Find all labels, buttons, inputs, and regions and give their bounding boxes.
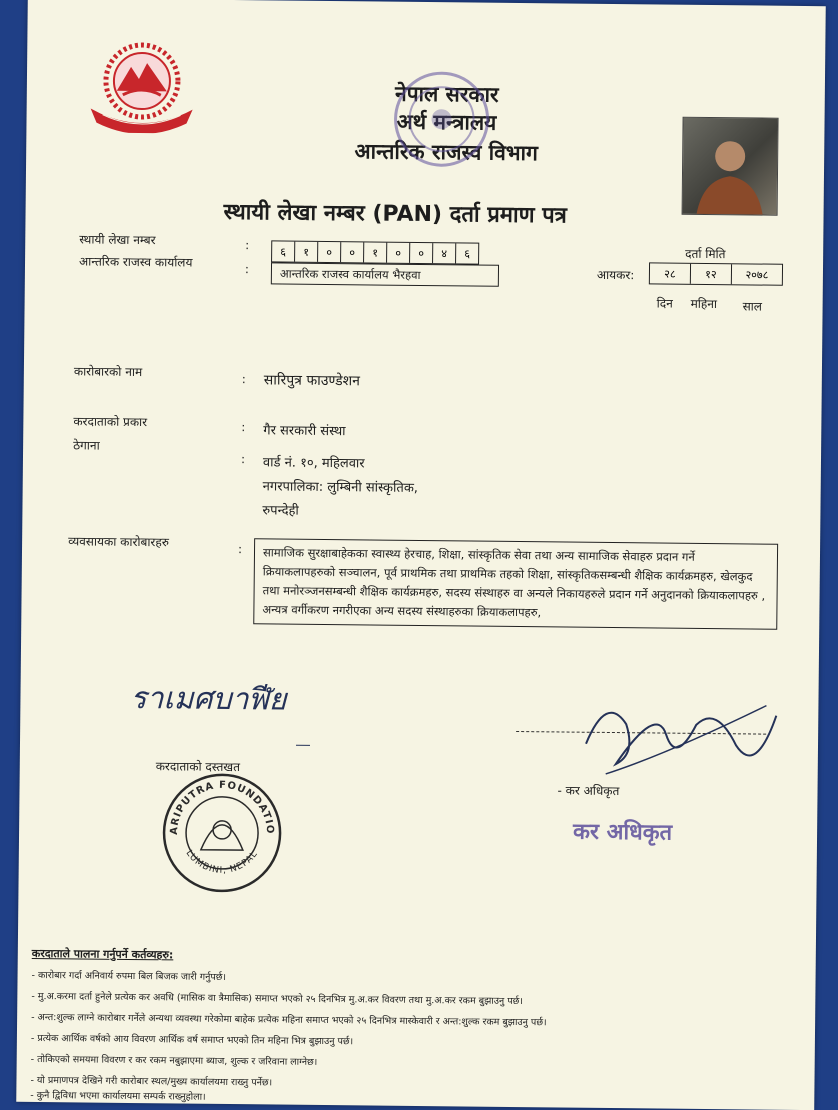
- pan-digit: ०: [341, 242, 364, 262]
- registration-date-prefix: आयकर:: [596, 267, 635, 283]
- pan-digit: ६: [464, 246, 471, 260]
- date-month: १२: [691, 264, 732, 284]
- business-name-colon: :: [241, 372, 246, 387]
- address-label: ठेगाना: [73, 438, 100, 453]
- registration-date-box: [649, 262, 783, 285]
- registration-date-label: दर्ता मिति: [685, 246, 726, 262]
- pan-digit: ६: [272, 241, 295, 261]
- taxpayer-type-value: गैर सरकारी संस्था: [263, 423, 346, 440]
- svg-text:LUMBINI, NEPAL: [183, 848, 260, 876]
- applicant-photo: [682, 117, 779, 216]
- business-name-label: कारोबारको नाम: [73, 364, 143, 380]
- duty-item: - तोकिएको समयमा विवरण र कर रकम नबुझाएमा ब्याज, शुल्क र जरिवाना लाग्नेछ।: [30, 1053, 318, 1068]
- office-label: आन्तरिक राजस्व कार्यालय: [78, 254, 193, 270]
- officer-stamp: कर अधिकृत: [572, 819, 673, 846]
- pan-digit: ०: [318, 242, 341, 262]
- date-year-label: साल: [742, 299, 763, 314]
- seal-bottom-text: LUMBINI, NEPAL: [183, 848, 261, 876]
- duties-heading: करदाताले पालना गर्नुपर्ने कर्तव्यहरु:: [31, 946, 174, 962]
- duty-item: - यो प्रमाणपत्र देखिने गरी कारोबार स्थल/मुख्य कार्यालयमा राख्नु पर्नेछ।: [30, 1074, 273, 1089]
- activities-label: व्यवसायका कारोबारहरु: [68, 534, 169, 550]
- certificate-paper: [16, 0, 826, 1110]
- department-stamp-icon: [386, 64, 497, 179]
- nepal-emblem-icon: [82, 32, 201, 137]
- activities-box: सामाजिक सुरक्षाबाहेकका स्वास्थ्य हेरचाह, शिक्षा, सांस्कृतिक सेवा तथा अन्य सामाजिक सेवाहरु प्रदान गर्ने क्रियाकलापहरुको सञ्चालन, पूर्व प्राथमिक तथा प्राथमिक तहको शिक्षा, सांस्कृतिकसम्बन्धी शैक्षिक कार्यक्रमहरु, खेलकुद तथा मनोरञ्जनसम्बन्धी शैक्षिक कार्यक्रमहरु, सदस्य संस्थाहरु वा अन्यले निकायहरुले प्रदान गर्ने अनुदानको क्रियाकलापहरु , अन्यत्र वर्गीकरण नगरीएका अन्य सदस्य संस्थाहरुका क्रियाकलापहरु,: [253, 538, 778, 629]
- header-ministry: अर्थ मन्त्रालय: [396, 109, 497, 135]
- date-year: २०७८: [745, 267, 769, 282]
- office-value: आन्तरिक राजस्व कार्यालय भैरहवा: [271, 262, 499, 286]
- date-day: २८: [650, 263, 691, 283]
- pan-digit: १: [364, 242, 387, 262]
- address-line2: नगरपालिका: लुम्बिनी सांस्कृतिक,: [262, 479, 419, 496]
- pan-digit: ०: [410, 243, 433, 263]
- pan-number-box: [271, 240, 479, 264]
- officer-signature-label: - कर अधिकृत: [557, 783, 620, 799]
- header-department: आन्तरिक राजस्व विभाग: [354, 139, 538, 166]
- business-name-value: सारिपुत्र फाउण्डेशन: [263, 372, 360, 390]
- pan-digit: ४: [433, 243, 456, 263]
- header-government: नेपाल सरकार: [394, 81, 499, 107]
- pan-digit: १: [295, 242, 318, 262]
- taxpayer-signature-label: करदाताको दस्तखत: [155, 759, 241, 775]
- date-month-label: महिना: [690, 296, 718, 312]
- taxpayer-sign-dash: [296, 745, 310, 746]
- address-colon: :: [240, 452, 246, 467]
- duty-item: - कुनै द्विविधा भएमा कार्यालयमा सम्पर्क राख्नुहोला।: [30, 1089, 206, 1103]
- office-colon: :: [244, 262, 250, 277]
- foundation-seal-icon: [158, 769, 285, 900]
- duty-item: - अन्त:शुल्क लाग्ने कारोबार गर्नेले अन्यथा व्यवस्था गरेकोमा बाहेक प्रत्येक महिना समाप्त भएको २५ दिनभित्र मास्केवारी र अन्त:शुल्क रकम बुझाउनु पर्छ।: [31, 1011, 547, 1029]
- activities-colon: :: [237, 542, 243, 557]
- duty-item: - प्रत्येक आर्थिक वर्षको आय विवरण आर्थिक वर्ष समाप्त भएको तिन महिना भित्र बुझाउनु पर्छ।: [30, 1032, 354, 1048]
- taxpayer-type-label: करदाताको प्रकार: [73, 414, 148, 430]
- duty-item: - मु.अ.करमा दर्ता हुनेले प्रत्येक कर अवधि (मासिक वा त्रैमासिक) समाप्त भएको २५ दिनभित्र मु.अ.कर विवरण तथा मु.अ.कर रकम बुझाउनु पर्छ।: [31, 990, 523, 1008]
- certificate-title: स्थायी लेखा नम्बर (PAN) दर्ता प्रमाण पत्र: [223, 199, 567, 229]
- address-line3: रुपन्देही: [262, 503, 299, 519]
- address-line1: वार्ड नं. १०, महिलवार: [262, 455, 365, 472]
- pan-label: स्थायी लेखा नम्बर: [79, 232, 156, 248]
- pan-colon: :: [245, 238, 250, 253]
- date-day-label: दिन: [656, 296, 673, 311]
- taxpayer-handwriting: ราเมศบาฬีย: [130, 680, 287, 718]
- duty-item: - कारोबार गर्दा अनिवार्य रुपमा बिल बिजक जारी गर्नुपर्छ।: [31, 969, 227, 983]
- pan-digit: ०: [387, 243, 410, 263]
- taxpayer-type-colon: :: [241, 420, 246, 435]
- seal-top-text: SARIPUTRA FOUNDATION: [168, 779, 276, 836]
